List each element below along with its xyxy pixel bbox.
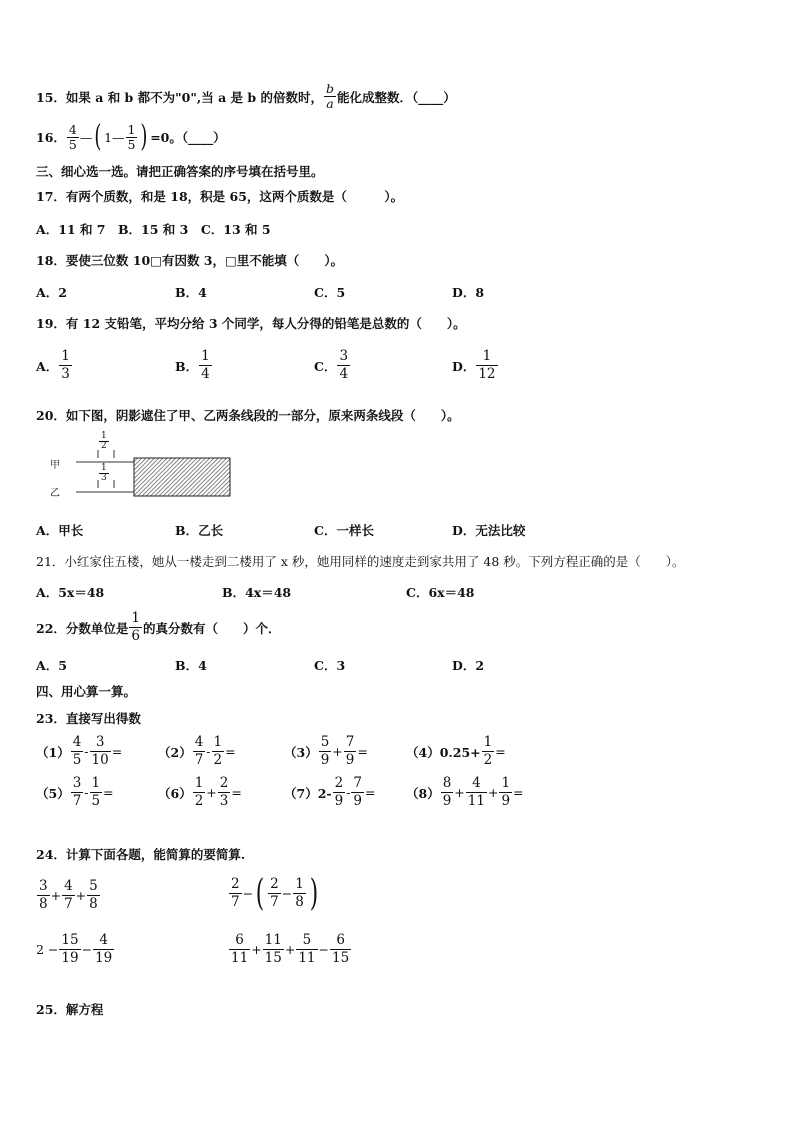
q16-minus: — <box>79 129 93 145</box>
calc-item-6: （6） $\frac{1}{2}$ + $\frac{2}{3}$ = <box>158 775 242 809</box>
q15-text: 15．如果 a 和 b 都不为"0",当 a 是 b 的倍数时， <box>36 89 323 105</box>
q21-option-a: A．5x＝48 <box>36 585 105 600</box>
question-23: 23．直接写出得数 <box>36 711 141 726</box>
q19-option-d: D． $\frac{1}{12}$ <box>452 348 496 382</box>
question-25: 25．解方程 <box>36 1002 104 1017</box>
shaded-cover <box>134 458 230 496</box>
section-3-heading: 三、细心选一选。请把正确答案的序号填在括号里。 <box>36 164 324 179</box>
q16-frac-1: $\frac{4}{5}$ <box>68 121 77 152</box>
q18-option-a: A．2 <box>36 285 67 300</box>
q21-option-b: B．4x＝48 <box>222 585 292 600</box>
calc-item-8: （8） $\frac{8}{9}$ + $\frac{4}{11}$ + $\frac{1}{9}$ = <box>406 775 524 809</box>
q16-paren-close: ) <box>140 119 148 154</box>
question-22: 22．分数单位是 $\frac{1}{6}$ 的真分数有（ ）个． <box>36 610 281 644</box>
question-21: 21．小红家住五楼，她从一楼走到二楼用了 x 秒，她用同样的速度走到家共用了 48 秒。下列方程正确的是（ ）。 <box>36 554 685 569</box>
q20-option-c: C．一样长 <box>314 523 374 538</box>
q22-option-a: A．5 <box>36 658 67 673</box>
expr-2: $\frac{2}{7}$ − ( $\frac{2}{7}$ − $\frac{1}{8}$ ) <box>231 872 319 914</box>
calc-item-7: （7）2- $\frac{2}{9}$ - $\frac{7}{9}$ = <box>284 775 376 809</box>
calc-item-3: （3） $\frac{5}{9}$ + $\frac{7}{9}$ = <box>284 734 368 768</box>
q16-number: 16． <box>36 130 66 145</box>
q15-text-after: 能化成整数．（____） <box>336 89 456 105</box>
q19-option-a: A． $\frac{1}{3}$ <box>36 348 70 382</box>
question-17: 17．有两个质数，和是 18，积是 65，这两个质数是（ ）。 <box>36 189 404 204</box>
expr-4: $\frac{6}{11}$ + $\frac{11}{15}$ + $\frac{5}{11}$ − $\frac{6}{15}$ <box>231 932 350 966</box>
q16-paren-open: ( <box>94 119 102 154</box>
q15-fraction: $\frac{b}{a}$ <box>325 81 334 111</box>
q22-option-c: C．3 <box>314 658 346 673</box>
jia-fraction: $\frac{1}{2}$ <box>101 431 107 451</box>
question-15 <box>36 82 456 111</box>
question-24: 24．计算下面各题，能简算的要简算. <box>36 847 246 862</box>
calc-item-2: （2） $\frac{4}{7}$ - $\frac{1}{2}$ = <box>158 734 236 768</box>
q22-fraction: $\frac{1}{6}$ <box>131 610 140 644</box>
q22-option-d: D．2 <box>452 658 485 673</box>
q18-option-c: C．5 <box>314 285 346 300</box>
section-4-heading: 四、用心算一算。 <box>36 684 137 699</box>
calc-item-4: （4）0.25+ $\frac{1}{2}$ = <box>406 734 506 768</box>
q17-options: A．11 和 7 B．15 和 3 C．13 和 5 <box>36 222 271 237</box>
q19-option-c: C． $\frac{3}{4}$ <box>314 348 349 382</box>
q18-option-b: B．4 <box>175 285 207 300</box>
q16-one: 1— <box>104 129 125 145</box>
q20-option-a: A．甲长 <box>36 523 84 538</box>
question-18: 18．要使三位数 10□有因数 3，□里不能填（ ）。 <box>36 253 344 268</box>
yi-fraction: $\frac{1}{3}$ <box>101 463 107 483</box>
label-jia: 甲 <box>50 460 60 471</box>
segment-diagram <box>36 436 246 500</box>
question-20: 20．如下图，阴影遮住了甲、乙两条线段的一部分，原来两条线段（ ）。 <box>36 408 460 423</box>
q20-option-b: B．乙长 <box>175 523 224 538</box>
question-19: 19．有 12 支铅笔，平均分给 3 个同学，每人分得的铅笔是总数的（ ）。 <box>36 316 466 331</box>
q18-option-d: D．8 <box>452 285 485 300</box>
q21-option-c: C．6x＝48 <box>406 585 475 600</box>
calc-item-5: （5） $\frac{3}{7}$ - $\frac{1}{5}$ = <box>36 775 114 809</box>
expr-1: $\frac{3}{8}$ + $\frac{4}{7}$ + $\frac{5}{8}$ <box>39 878 98 912</box>
q20-figure <box>36 431 246 500</box>
question-16 <box>36 119 226 154</box>
expr-3: 2 − $\frac{15}{19}$ − $\frac{4}{19}$ <box>36 932 113 966</box>
q19-option-b: B． $\frac{1}{4}$ <box>175 348 210 382</box>
q22-option-b: B．4 <box>175 658 207 673</box>
q16-suffix: =0。（____） <box>150 130 226 145</box>
q16-frac-2: $\frac{1}{5}$ <box>127 121 136 152</box>
label-yi: 乙 <box>50 488 60 499</box>
calc-item-1: （1） $\frac{4}{5}$ - $\frac{3}{10}$ = <box>36 734 123 768</box>
q20-option-d: D．无法比较 <box>452 523 526 538</box>
